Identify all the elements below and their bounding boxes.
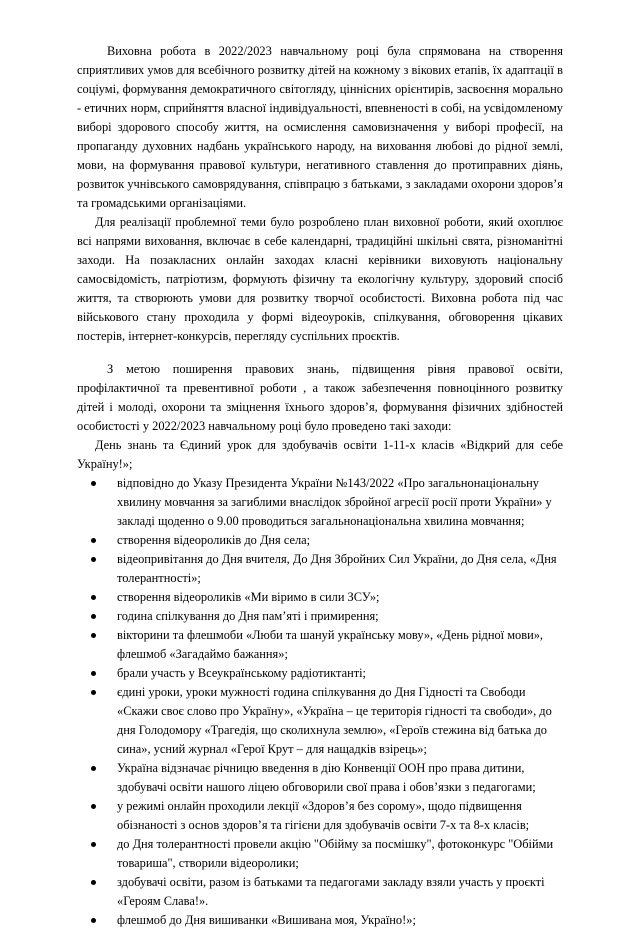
bullet-icon bbox=[91, 842, 96, 847]
bullet-icon bbox=[91, 538, 96, 543]
knowledge-day-paragraph: День знань та Єдиний урок для здобувачів освіти 1-11-х класів «Відкрий для себе Україну!»; bbox=[77, 438, 563, 471]
paragraph-spacer bbox=[77, 346, 563, 360]
bullet-icon bbox=[91, 880, 96, 885]
plan-paragraph: Для реалізації проблемної теми було розроблено план виховної роботи, який охоплює всі напрями виховання, включає в себе календарні, традиційні шкільні свята, різноманітні заходи. На позакласних онлайн заходах класні керівники виховують національну самосвідомість, патріотизм, формують фізичну та екологічну культуру, здоровий спосіб життя, та створюють умови для розвитку творчої особистості. Виховна робота під час військового стану проходила у формі відеоуроків, спілкування, обговорення цікавих постерів, інтернет-конкурсів, перегляду суспільних проєктів. bbox=[77, 215, 563, 343]
bullet-icon bbox=[91, 766, 96, 771]
document-page bbox=[77, 42, 563, 930]
list-item: здобувачі освіти, разом із батьками та педагогами закладу взяли участь у проєкті «Героям Слава!». bbox=[77, 873, 563, 911]
measures-paragraph: З метою поширення правових знань, підвищення рівня правової освіти, профілактичної та превентивної роботи , а також забезпечення повноцінного розвитку дітей і молоді, охорони та зміцнення їхнього здоров’я, формування фізичних здібностей особистості у 2022/2023 навчальному році було проведено такі заходи: bbox=[77, 362, 563, 433]
list-item: відповідно до Указу Президента України №143/2022 «Про загальнонаціональну хвилину мовчання за загиблими внаслідок збройної агресії росії проти України» у закладі щоденно о 9.00 проводиться загальнонаціональна хвилина мовчання; bbox=[77, 474, 563, 531]
activities-list bbox=[77, 474, 563, 930]
bullet-icon bbox=[91, 633, 96, 638]
list-item: Україна відзначає річницю введення в дію Конвенції ООН про права дитини, здобувачі освіти нашого ліцею обговорили свої права і обов’язки з педагогами; bbox=[77, 759, 563, 797]
list-item: відеопривітання до Дня вчителя, До Дня Збройних Сил України, до Дня села, «Дня толерантності»; bbox=[77, 550, 563, 588]
bullet-icon bbox=[91, 557, 96, 562]
bullet-icon bbox=[91, 690, 96, 695]
bullet-icon bbox=[91, 481, 96, 486]
bullet-icon bbox=[91, 671, 96, 676]
list-item: створення відеороликів до Дня села; bbox=[77, 531, 563, 550]
list-item: єдині уроки, уроки мужності година спілкування до Дня Гідності та Свободи «Скажи своє слово про Україну», «Україна – це територія гідності та свободи», до дня Голодомору «Трагедія, що сколихнула землю», «Героїв стежина від батька до сина», усний журнал «Герої Крут – для нащадків взірець»; bbox=[77, 683, 563, 759]
list-item: година спілкування до Дня пам’яті і примирення; bbox=[77, 607, 563, 626]
bullet-icon bbox=[91, 595, 96, 600]
bullet-icon bbox=[91, 804, 96, 809]
list-item: вікторини та флешмоби «Люби та шануй українську мову», «День рідної мови», флешмоб «Загадаймо бажання»; bbox=[77, 626, 563, 664]
list-item: до Дня толерантності провели акцію "Обійму за посмішку", фотоконкурс "Обійми товариша", створили відеоролики; bbox=[77, 835, 563, 873]
intro-paragraph: Виховна робота в 2022/2023 навчальному році була спрямована на створення сприятливих умов для всебічного розвитку дітей на кожному з вікових етапів, їх адаптації в соціумі, формування демократичного світогляду, ціннісних орієнтирів, засвоєння морально - етичних норм, сприйняття власної індивідуальності, впевненості в собі, на усвідомленому виборі здорового способу життя, на осмислення самовизначення у виборі професії, на пропаганду духовних надбань українського народу, на виховання любові до рідної землі, мови, на формування правової культури, негативного ставлення до протиправних діянь, розвиток учнівського самоврядування, співпрацю з батьками, з закладами охорони здоров’я та громадськими організаціями. bbox=[77, 44, 563, 210]
list-item: створення відеороликів «Ми віримо в сили ЗСУ»; bbox=[77, 588, 563, 607]
list-item: флешмоб до Дня вишиванки «Вишивана моя, Україно!»; bbox=[77, 911, 563, 930]
bullet-icon bbox=[91, 918, 96, 923]
list-item: брали участь у Всеукраїнському радіотиктанті; bbox=[77, 664, 563, 683]
list-item: у режимі онлайн проходили лекції «Здоров’я без сорому», щодо підвищення обізнаності з основ здоров’я та гігієни для здобувачів освіти 7-х та 8-х класів; bbox=[77, 797, 563, 835]
bullet-icon bbox=[91, 614, 96, 619]
